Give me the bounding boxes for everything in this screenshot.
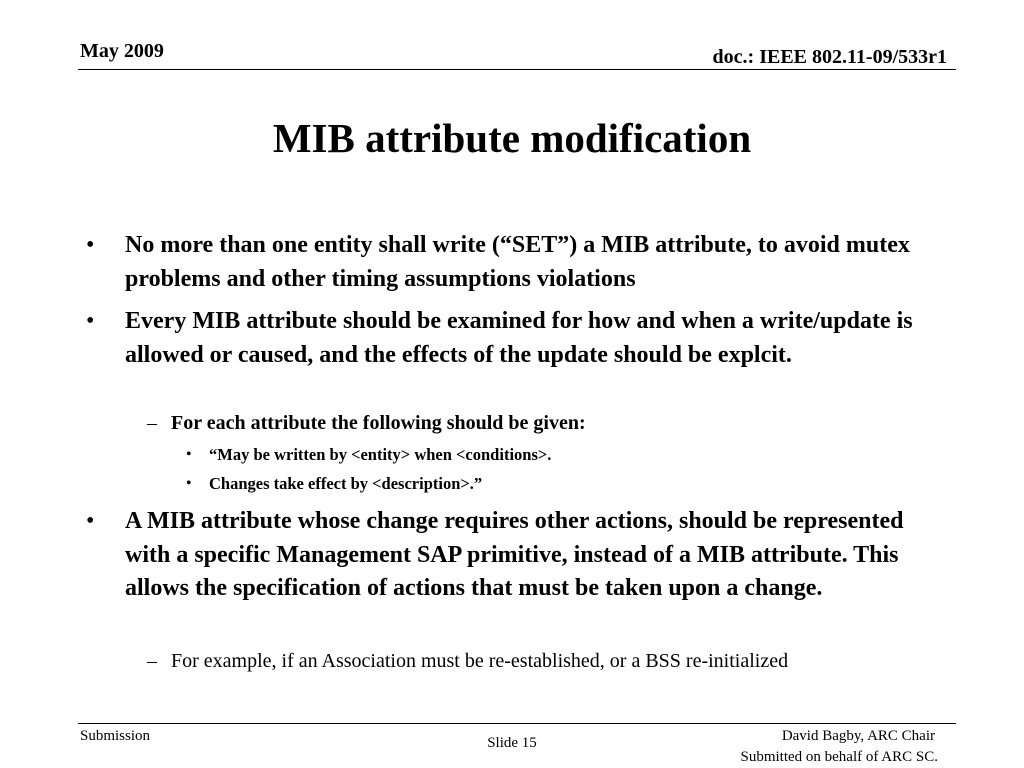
bullet-3-text: A MIB attribute whose change requires other actions, should be represented with a specific Management SAP primitive, instead of a MIB attribute. This allows the specification of actions that must be taken upon a change. xyxy=(125,508,904,601)
header-doc-id: doc.: IEEE 802.11-09/533r1 xyxy=(712,46,947,68)
footer-author: David Bagby, ARC Chair xyxy=(781,728,935,744)
bullet-1-text: No more than one entity shall write (“SET”) a MIB attribute, to avoid mutex problems and other timing assumptions violations xyxy=(125,232,910,292)
footer-submission: Submission xyxy=(80,728,151,744)
dash-marker: – xyxy=(147,412,157,434)
sub-bullet-marker: • xyxy=(186,446,192,463)
bullet-marker: • xyxy=(86,508,95,534)
bullet-2-text: Every MIB attribute should be examined for how and when a write/update is allowed or caused, and the effects of the update should be explcit. xyxy=(125,308,913,368)
slide-number: Slide 15 xyxy=(487,735,537,751)
bullet-marker: • xyxy=(86,308,95,334)
bullet-marker: • xyxy=(86,232,95,258)
header-rule xyxy=(78,69,956,70)
header-date: May 2009 xyxy=(80,40,164,62)
bullet-2-sub-text: For each attribute the following should be given: xyxy=(171,412,586,434)
sub-bullet-marker: • xyxy=(186,475,192,492)
bullet-3-sub-text: For example, if an Association must be re-established, or a BSS re-initialized xyxy=(171,650,789,672)
slide-title: MIB attribute modification xyxy=(272,115,752,161)
dash-marker: – xyxy=(147,650,157,672)
bullet-2-sub-item-2: Changes take effect by <description>.” xyxy=(209,474,483,493)
bullet-2-sub-item-1: “May be written by <entity> when <conditions>. xyxy=(209,445,552,464)
footer-rule xyxy=(78,723,956,724)
footer-submitted-note: Submitted on behalf of ARC SC. xyxy=(740,749,938,765)
